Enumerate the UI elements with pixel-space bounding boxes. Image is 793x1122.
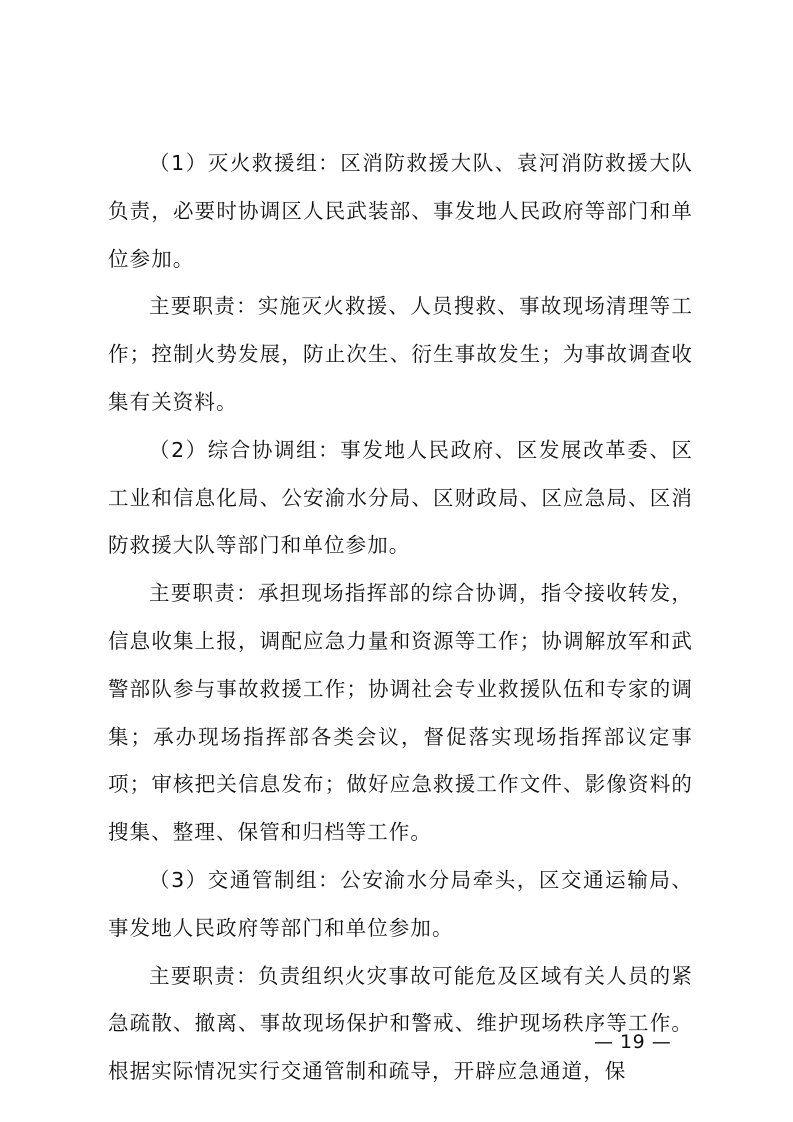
paragraph-traffic-control-group: （3）交通管制组：公安渝水分局牵头，区交通运输局、事发地人民政府等部门和单位参加。 xyxy=(108,867,693,940)
paragraph-fire-rescue-group: （1）灭火救援组：区消防救援大队、袁河消防救援大队负责，必要时协调区人民武装部、事发地人民政府等部门和单位参加。 xyxy=(108,151,693,271)
page-number: — 19 — xyxy=(594,1031,672,1053)
document-body xyxy=(108,140,693,1096)
paragraph-fire-rescue-duties: 主要职责：实施灭火救援、人员搜救、事故现场清理等工作；控制火势发展，防止次生、衍生事故发生；为事故调查收集有关资料。 xyxy=(108,294,693,414)
paragraph-coordination-group: （2）综合协调组：事发地人民政府、区发展改革委、区工业和信息化局、公安渝水分局、区财政局、区应急局、区消防救援大队等部门和单位参加。 xyxy=(108,437,693,558)
paragraph-coordination-duties: 主要职责：承担现场指挥部的综合协调，指令接收转发，信息收集上报，调配应急力量和资源等工作；协调解放军和武警部队参与事故救援工作；协调社会专业救援队伍和专家的调集；承办现场指挥部各类会议，督促落实现场指挥部议定事项；审核把关信息发布；做好应急救援工作文件、影像资料的搜集、整理、保管和归档等工作。 xyxy=(108,581,693,845)
paragraph-traffic-control-duties: 主要职责：负责组织火灾事故可能危及区域有关人员的紧急疏散、撤离、事故现场保护和警戒、维护现场秩序等工作。根据实际情况实行交通管制和疏导，开辟应急通道，保 xyxy=(108,963,693,1084)
